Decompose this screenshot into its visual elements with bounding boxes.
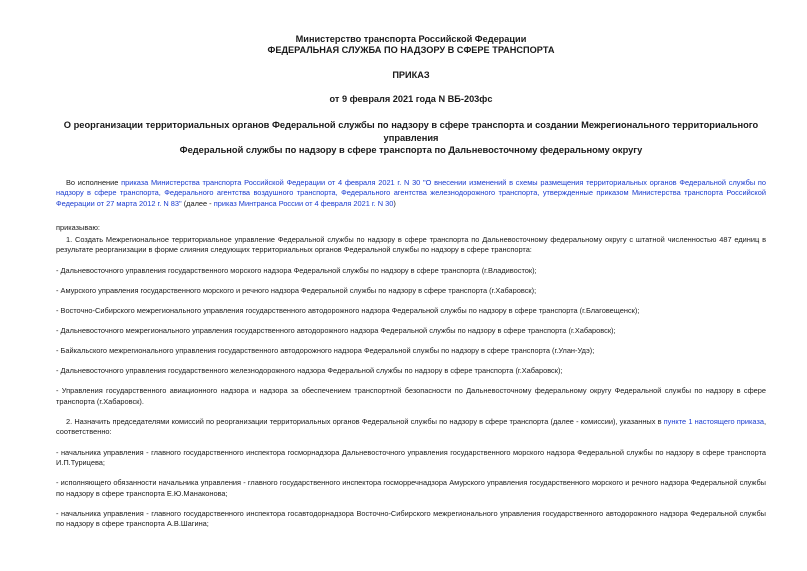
document-page xyxy=(56,34,766,530)
item-2-suffix: , соответственно: xyxy=(56,416,767,437)
list-item: - Байкальского межрегионального управления государственного автодорожного надзора Федеральной службы по надзору в сфере транспорта (г.Улан-Удэ); xyxy=(56,345,595,355)
link-item-1[interactable]: пункте 1 настоящего приказа xyxy=(663,416,764,426)
intro-suffix: ) xyxy=(393,198,396,208)
subject-line-1: О реорганизации территориальных органов Федеральной службы по надзору в сфере транспорта и создании Межрегионального территориального управления xyxy=(63,120,759,143)
document-subject xyxy=(56,119,766,157)
list-item: - начальника управления - главного государственного инспектора госавтодорнадзора Восточно-Сибирского межрегионального управления государственного автодорожного надзора Федеральной службы по надзору в сфере транспорта А.В.Шагина; xyxy=(56,508,766,529)
link-order-30-short[interactable]: приказ Минтранса России от 4 февраля 2021 г. N 30 xyxy=(213,198,394,208)
service-name: ФЕДЕРАЛЬНАЯ СЛУЖБА ПО НАДЗОРУ В СФЕРЕ ТРАНСПОРТА xyxy=(267,45,555,55)
subject-line-2: Федеральной службы по надзору в сфере транспорта по Дальневосточному федеральному округу xyxy=(179,145,643,155)
list-item: - Амурского управления государственного морского и речного надзора Федеральной службы по надзору в сфере транспорта (г.Хабаровск); xyxy=(56,285,537,295)
ordered-word: приказываю: xyxy=(56,223,100,233)
list-item: - Дальневосточного управления государственного морского надзора Федеральной службы по надзору в сфере транспорта (г.Владивосток); xyxy=(56,265,537,275)
list-item: - Управления государственного авиационного надзора и надзора за обеспечением транспортной безопасности по Дальневосточному федеральному округу Федеральной службы по надзору в сфере транспорта (г.Хабаровск). xyxy=(56,386,766,406)
list-item: - Восточно-Сибирского межрегионального управления государственного автодорожного надзора Федеральной службы по надзору в сфере транспорта (г.Благовещенск); xyxy=(56,305,640,315)
document-body xyxy=(56,178,766,531)
intro-middle: (далее - xyxy=(181,198,214,208)
document-date-number: от 9 февраля 2021 года N ВБ-203фс xyxy=(329,94,493,104)
list-item: - начальника управления - главного государственного инспектора госморнадзора Дальневосточного управления государственного морского надзора Федеральной службы по надзору в сфере транспорта И.П.Турицева; xyxy=(56,447,766,468)
list-item: - исполняющего обязанности начальника управления - главного государственного инспектора госморречнадзора Амурского управления государственного морского и речного надзора Федеральной службы по надзору в сфере транспорта Е.Ю.Манаконова; xyxy=(56,478,766,498)
document-header xyxy=(56,34,766,105)
intro-paragraph xyxy=(56,178,766,210)
intro-prefix: Во исполнение xyxy=(66,177,122,187)
list-item: - Дальневосточного управления государственного железнодорожного надзора Федеральной службы по надзору в сфере транспорта (г.Хабаровск); xyxy=(56,366,563,376)
item-2 xyxy=(56,417,766,438)
ministry-name: Министерство транспорта Российской Федерации xyxy=(295,34,527,44)
link-order-30[interactable]: приказа Министерства транспорта Российской Федерации от 4 февраля 2021 г. N 30 "О внесении изменений в схемы размещения территориальных органов Федеральной службы по надзору в сфере транспорта, Федерального агентства воздушного транспорта, Федерального агентства железнодорожного транспорта, утвержденные приказом Министерства транспорта Российской Федерации от 27 марта 2012 г. N 83" xyxy=(56,177,766,208)
item-1: 1. Создать Межрегиональное территориальное управление Федеральной службы по надзору в сфере транспорта по Дальневосточному федеральному округу с штатной численностью 487 единиц в результате реорганизации в форме слияния следующих территориальных органов Федеральной службы по надзору в сфере транспорта: xyxy=(56,234,766,255)
list-item: - Дальневосточного межрегионального управления государственного автодорожного надзора Федеральной службы по надзору в сфере транспорта (г.Хабаровск); xyxy=(56,325,616,335)
document-type: ПРИКАЗ xyxy=(392,70,430,80)
item-2-prefix: 2. Назначить председателями комиссий по реорганизации территориальных органов Федеральной службы по надзору в сфере транспорта (далее - комиссии), указанных в xyxy=(66,416,664,426)
